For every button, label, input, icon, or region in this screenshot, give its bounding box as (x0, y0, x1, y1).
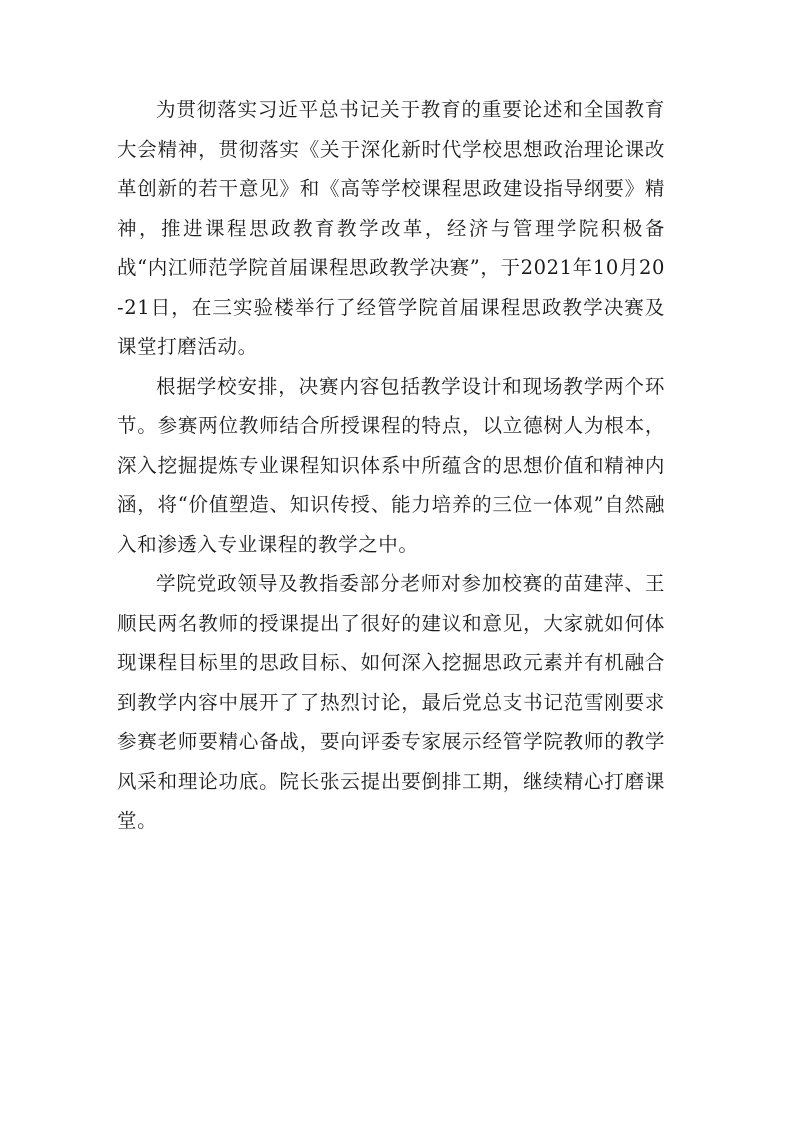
paragraph-1: 为贯彻落实习近平总书记关于教育的重要论述和全国教育大会精神，贯彻落实《关于深化新时代学校思想政治理论课改革创新的若干意见》和《高等学校课程思政建设指导纲要》精神，推进课程思政教育教学改革，经济与管理学院积极备战“内江师范学院首届课程思政教学决赛”，于2021年10月20-21日，在三实验楼举行了经管学院首届课程思政教学决赛及课堂打磨活动。 (117, 98, 665, 358)
paragraph-3: 学院党政领导及教指委部分老师对参加校赛的苗建萍、王顺民两名教师的授课提出了很好的建议和意见，大家就如何体现课程目标里的思政目标、如何深入挖掘思政元素并有机融合到教学内容中展开了了热烈讨论，最后党总支书记范雪刚要求参赛老师要精心备战，要向评委专家展示经管学院教师的教学风采和理论功底。院长张云提出要倒排工期，继续精心打磨课堂。 (117, 572, 665, 832)
paragraph-2: 根据学校安排，决赛内容包括教学设计和现场教学两个环节。参赛两位教师结合所授课程的特点，以立德树人为根本，深入挖掘提炼专业课程知识体系中所蕴含的思想价值和精神内涵，将“价值塑造、知识传授、能力培养的三位一体观”自然融入和渗透入专业课程的教学之中。 (117, 374, 665, 556)
document-body (117, 90, 665, 841)
